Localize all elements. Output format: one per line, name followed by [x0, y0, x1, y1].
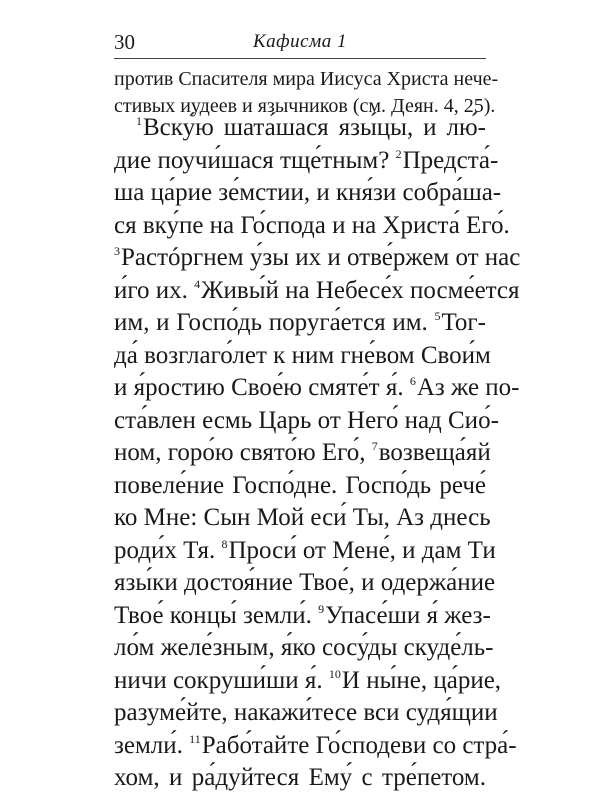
psalm-line	[114, 112, 486, 145]
verse-text: и́го их.	[114, 276, 195, 304]
psalm-line	[114, 372, 520, 405]
verse-text: ша ца́рие зе́мстии, и кня́зи собра́ша-	[114, 179, 502, 206]
verse-text: Упасе́ши я́ жез-	[325, 601, 491, 629]
verse-text: язы́ки достоя́ние Твое́, и одержа́ние	[114, 569, 496, 596]
verse-number: 6	[409, 374, 416, 388]
verse-number: 8	[221, 536, 228, 551]
verse-text: ся вку́пе на Го́спода и на Христа́ Его́.	[114, 211, 510, 239]
psalm-line	[114, 210, 510, 243]
verse-text: ста́влен есмь Царь от Него́ над Сио́-	[114, 406, 499, 434]
psalm-line	[114, 437, 491, 470]
verse-text: ко Мне: Сын Мой еси́ Ты, Аз днесь	[114, 504, 491, 531]
verse-number: 9	[318, 601, 325, 616]
psalm-line	[114, 502, 491, 535]
verse-text: ничи сокруши́ши я́.	[114, 666, 329, 694]
verse-text: дие поучи́шася тще́тным?	[114, 146, 396, 174]
verse-text: земли́.	[114, 731, 190, 759]
verse-text: Рабо́тайте Го́сподеви со стра́-	[201, 731, 517, 759]
verse-text: им, и Госпо́дь поруга́ется им.	[114, 309, 435, 336]
verse-text: Предста́-	[402, 146, 499, 174]
verse-text: да́ возглаго́лет к ним гне́вом Свои́м	[114, 341, 491, 369]
verse-text: Аз же по-	[416, 374, 520, 401]
verse-number: 1	[136, 114, 142, 128]
psalm-line	[114, 340, 491, 373]
verse-text: Живы́й на Небесе́х посме́ется	[201, 276, 520, 304]
psalm-text	[114, 112, 521, 795]
verse-number: 10	[328, 666, 341, 681]
psalm-line	[114, 177, 502, 210]
verse-text: разуме́йте, накажи́тесе вси судя́щии	[114, 699, 498, 726]
intro-line: против Спасителя мира Иисуса Христа нече-	[114, 68, 499, 90]
psalm-line	[114, 632, 494, 665]
verse-number: 2	[395, 146, 402, 161]
psalm-line	[114, 145, 499, 178]
verse-text: Твое́ концы́ земли́.	[114, 601, 319, 629]
verse-text: возвеща́яй	[378, 439, 491, 466]
verse-text: роди́х Тя.	[114, 536, 222, 564]
intro-line: стивых иудеев и язычников (см. Деян. 4, 25).	[114, 95, 496, 117]
psalm-line	[114, 470, 486, 503]
verse-number: 7	[371, 439, 378, 453]
verse-number: 3	[114, 244, 120, 258]
verse-text: ном, горо́ю свято́ю Его́,	[114, 439, 372, 466]
verse-text: Проси́ от Мене́, и дам Ти	[228, 536, 496, 564]
verse-text: повеле́ние Госпо́дне. Госпо́дь рече́	[114, 471, 486, 499]
verse-number: 11	[189, 731, 201, 746]
verse-text: хом, и ра́дуйтеся Ему́ с тре́петом.	[114, 764, 486, 791]
page-number: 30	[114, 30, 135, 54]
psalm-line	[114, 600, 491, 633]
verse-text: ло́м желе́зным, я́ко сосу́ды скуде́ль-	[114, 634, 494, 661]
psalm-line	[114, 697, 498, 730]
running-title: Кафисма 1	[253, 31, 347, 52]
verse-text: Тог-	[441, 309, 486, 336]
verse-text: И ны́не, ца́рие,	[341, 666, 502, 694]
psalm-line	[114, 730, 517, 763]
verse-number: 5	[434, 309, 441, 323]
psalm-line	[114, 665, 502, 698]
psalm-line	[114, 307, 486, 340]
psalm-line	[114, 242, 521, 275]
psalm-line	[114, 535, 496, 568]
verse-number: 4	[194, 276, 201, 291]
psalm-line	[114, 762, 486, 795]
page-header	[114, 30, 486, 59]
verse-text: Вску́ю шата́шася язы́цы, и лю́-	[143, 114, 486, 141]
verse-text: и я́ростию Свое́ю смяте́т я́.	[114, 374, 410, 401]
psalm-line	[114, 275, 520, 308]
psalm-line	[114, 405, 499, 438]
psalm-line	[114, 567, 496, 600]
verse-text: Растóргнем у́зы их и отве́ржем от нас	[121, 244, 521, 271]
